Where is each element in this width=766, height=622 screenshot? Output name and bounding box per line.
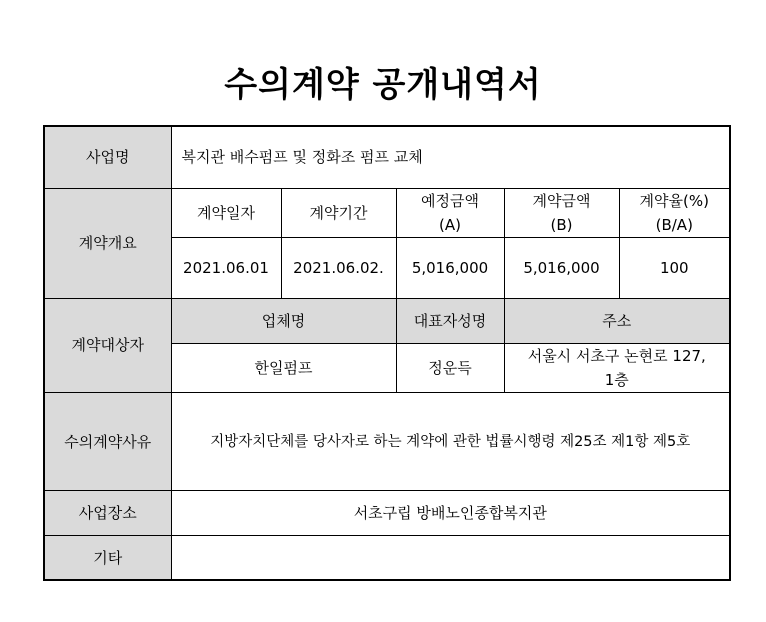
- representative-header: 대표자성명: [396, 298, 504, 343]
- reason-label: 수의계약사유: [44, 393, 171, 491]
- contract-amount-header-line1: 계약금액: [532, 191, 591, 210]
- contract-summary-label: 계약개요: [44, 188, 171, 298]
- contract-rate-header-line1: 계약율(%): [639, 191, 709, 210]
- location-value: 서초구립 방배노인종합복지관: [171, 491, 730, 536]
- project-row: [44, 126, 730, 188]
- contract-rate-header-line2: (B/A): [655, 215, 693, 234]
- contract-rate-header: [619, 188, 730, 237]
- project-label: 사업명: [44, 126, 171, 188]
- document-title: 수의계약 공개내역서: [224, 65, 542, 105]
- address-line1: 서울시 서초구 논현로 127,: [527, 346, 706, 365]
- contractor-header-row: [44, 298, 730, 343]
- company-name-header: 업체명: [171, 298, 396, 343]
- address-header: 주소: [504, 298, 730, 343]
- contract-amount-header-line2: (B): [550, 215, 573, 234]
- contract-amount-value: 5,016,000: [504, 237, 619, 298]
- etc-label: 기타: [44, 536, 171, 580]
- contract-rate-value: 100: [619, 237, 730, 298]
- representative-value: 정운득: [396, 343, 504, 392]
- contract-summary-header-row: [44, 188, 730, 237]
- etc-value: [171, 536, 730, 580]
- estimated-amount-header-line2: (A): [439, 215, 461, 234]
- contract-disclosure-table: [43, 125, 731, 581]
- reason-row: [44, 393, 730, 491]
- location-label: 사업장소: [44, 491, 171, 536]
- contract-date-value: 2021.06.01: [171, 237, 281, 298]
- reason-value: 지방자치단체를 당사자로 하는 계약에 관한 법률시행령 제25조 제1항 제5호: [171, 393, 730, 491]
- contract-period-header: 계약기간: [281, 188, 396, 237]
- company-name-value: 한일펌프: [171, 343, 396, 392]
- address-value: [504, 343, 730, 392]
- contract-amount-header: [504, 188, 619, 237]
- location-row: [44, 491, 730, 536]
- estimated-amount-value: 5,016,000: [396, 237, 504, 298]
- contractor-label: 계약대상자: [44, 298, 171, 392]
- estimated-amount-header: [396, 188, 504, 237]
- contract-period-value: 2021.06.02.: [281, 237, 396, 298]
- address-line2: 1층: [604, 370, 629, 389]
- project-value: 복지관 배수펌프 및 정화조 펌프 교체: [171, 126, 730, 188]
- etc-row: [44, 536, 730, 580]
- estimated-amount-header-line1: 예정금액: [421, 191, 479, 210]
- contract-date-header: 계약일자: [171, 188, 281, 237]
